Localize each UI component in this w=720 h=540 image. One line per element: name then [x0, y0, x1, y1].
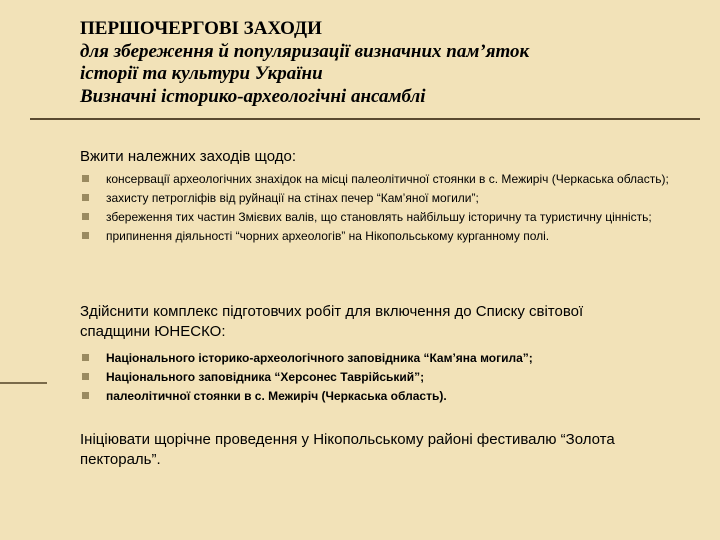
section2-list: [80, 350, 690, 407]
list-item: [80, 369, 690, 385]
section1-list: [80, 171, 690, 247]
square-bullet-icon: [82, 392, 89, 399]
list-item: [80, 350, 690, 366]
list-item: [80, 209, 690, 225]
square-bullet-icon: [82, 213, 89, 220]
title-line-1: ПЕРШОЧЕРГОВІ ЗАХОДИ: [80, 18, 322, 39]
list-item: [80, 190, 690, 206]
title-underline-rule: [30, 118, 700, 120]
list-item-text: Національного історико-археологічного заповідника “Кам’яна могила”;: [106, 351, 533, 365]
section1-heading: Вжити належних заходів щодо:: [80, 148, 296, 165]
list-item-text: палеолітичної стоянки в с. Межиріч (Черкаська область).: [106, 389, 447, 403]
list-item-text: збереження тих частин Змієвих валів, що становлять найбільшу історичну та туристичну цінність;: [106, 210, 652, 224]
list-item: [80, 388, 690, 404]
square-bullet-icon: [82, 194, 89, 201]
slide-title: [80, 18, 700, 108]
square-bullet-icon: [82, 354, 89, 361]
square-bullet-icon: [82, 373, 89, 380]
square-bullet-icon: [82, 175, 89, 182]
list-item-text: захисту петрогліфів від руйнації на стінах печер “Кам’яної могили”;: [106, 191, 479, 205]
section2-heading: Здійснити комплекс підготовчих робіт для включення до Списку світової спадщини ЮНЕСКО:: [80, 303, 584, 340]
title-line-4: Визначні історико-археологічні ансамблі: [80, 85, 426, 107]
title-line-2: для збереження й популяризації визначних пам’яток: [80, 40, 530, 62]
closing-statement: Ініціювати щорічне проведення у Нікопольському районі фестивалю “Золота пектораль”.: [80, 431, 615, 468]
list-item: [80, 171, 690, 187]
list-item-text: консервації археологічних знахідок на місці палеолітичної стоянки в с. Межиріч (Черкаська область);: [106, 172, 669, 186]
title-line-3: історії та культури України: [80, 63, 323, 84]
list-item-text: Національного заповідника “Херсонес Таврійський”;: [106, 370, 425, 384]
left-accent-rule: [0, 382, 47, 384]
square-bullet-icon: [82, 232, 89, 239]
list-item: [80, 228, 690, 244]
list-item-text: припинення діяльності “чорних археологів” на Нікопольському курганному полі.: [106, 229, 550, 243]
